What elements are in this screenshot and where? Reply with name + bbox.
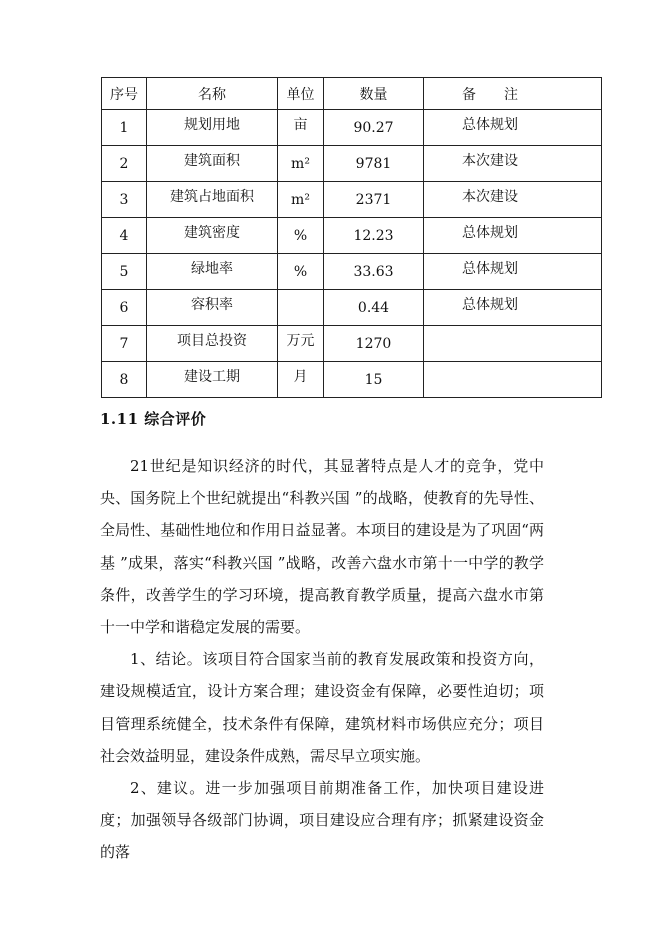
cell-name: 建设工期: [147, 362, 278, 398]
cell-unit: [278, 290, 324, 326]
table-row: [102, 218, 602, 254]
cell-unit: %: [278, 254, 324, 290]
cell-qty: 33.63: [324, 254, 424, 290]
table-row: [102, 326, 602, 362]
section-body: [100, 450, 544, 869]
cell-no: 1: [102, 110, 147, 146]
cell-note: [424, 362, 602, 398]
cell-qty: 1270: [324, 326, 424, 362]
cell-name: 建筑面积: [147, 146, 278, 182]
cell-no: 4: [102, 218, 147, 254]
table-row: [102, 290, 602, 326]
cell-no: 3: [102, 182, 147, 218]
cell-note: 本次建设: [424, 146, 602, 182]
cell-no: 2: [102, 146, 147, 182]
cell-qty: 90.27: [324, 110, 424, 146]
cell-qty: 15: [324, 362, 424, 398]
cell-name: 建筑占地面积: [147, 182, 278, 218]
cell-unit: 亩: [278, 110, 324, 146]
cell-qty: 0.44: [324, 290, 424, 326]
cell-qty: 2371: [324, 182, 424, 218]
table-row: [102, 110, 602, 146]
paragraph-suggestion: 2、建议。进一步加强项目前期准备工作，加快项目建设进度；加强领导各级部门协调，项目建设应合理有序；抓紧建设资金的落: [100, 779, 544, 862]
project-indicators-table: [101, 77, 602, 398]
table-row: [102, 362, 602, 398]
cell-qty: 9781: [324, 146, 424, 182]
cell-name: 绿地率: [147, 254, 278, 290]
cell-no: 6: [102, 290, 147, 326]
header-name: 名称: [147, 78, 278, 110]
cell-name: 建筑密度: [147, 218, 278, 254]
cell-note: [424, 326, 602, 362]
cell-note: 总体规划: [424, 254, 602, 290]
cell-note: 总体规划: [424, 290, 602, 326]
cell-unit: m²: [278, 182, 324, 218]
cell-no: 8: [102, 362, 147, 398]
paragraph-conclusion: 1、结论。该项目符合国家当前的教育发展政策和投资方向，建设规模适宜，设计方案合理；建设资金有保障，必要性迫切；项目管理系统健全，技术条件有保障，建筑材料市场供应充分；项目社会效益明显，建设条件成熟，需尽早立项实施。: [100, 650, 544, 765]
header-note: 备 注: [424, 78, 602, 110]
table-row: [102, 254, 602, 290]
header-no: 序号: [102, 78, 147, 110]
cell-unit: 万元: [278, 326, 324, 362]
table-row: [102, 182, 602, 218]
section-title: 1.11 综合评价: [100, 410, 207, 428]
cell-name: 规划用地: [147, 110, 278, 146]
paragraph-intro: 21世纪是知识经济的时代，其显著特点是人才的竞争，党中央、国务院上个世纪就提出“科教兴国 ”的战略，使教育的先导性、全局性、基础性地位和作用日益显著。本项目的建设是为了巩固“两基 ”成果，落实“科教兴国 ”战略，改善六盘水市第十一中学的教学条件，改善学生的学习环境，提高教育教学质量，提高六盘水市第十一中学和谐稳定发展的需要。: [100, 457, 544, 637]
cell-note: 本次建设: [424, 182, 602, 218]
cell-unit: m²: [278, 146, 324, 182]
table-row: [102, 146, 602, 182]
cell-no: 5: [102, 254, 147, 290]
cell-note: 总体规划: [424, 110, 602, 146]
table-header-row: [102, 78, 602, 110]
header-unit: 单位: [278, 78, 324, 110]
cell-unit: 月: [278, 362, 324, 398]
cell-name: 项目总投资: [147, 326, 278, 362]
header-qty: 数量: [324, 78, 424, 110]
cell-no: 7: [102, 326, 147, 362]
cell-unit: %: [278, 218, 324, 254]
cell-name: 容积率: [147, 290, 278, 326]
cell-qty: 12.23: [324, 218, 424, 254]
cell-note: 总体规划: [424, 218, 602, 254]
